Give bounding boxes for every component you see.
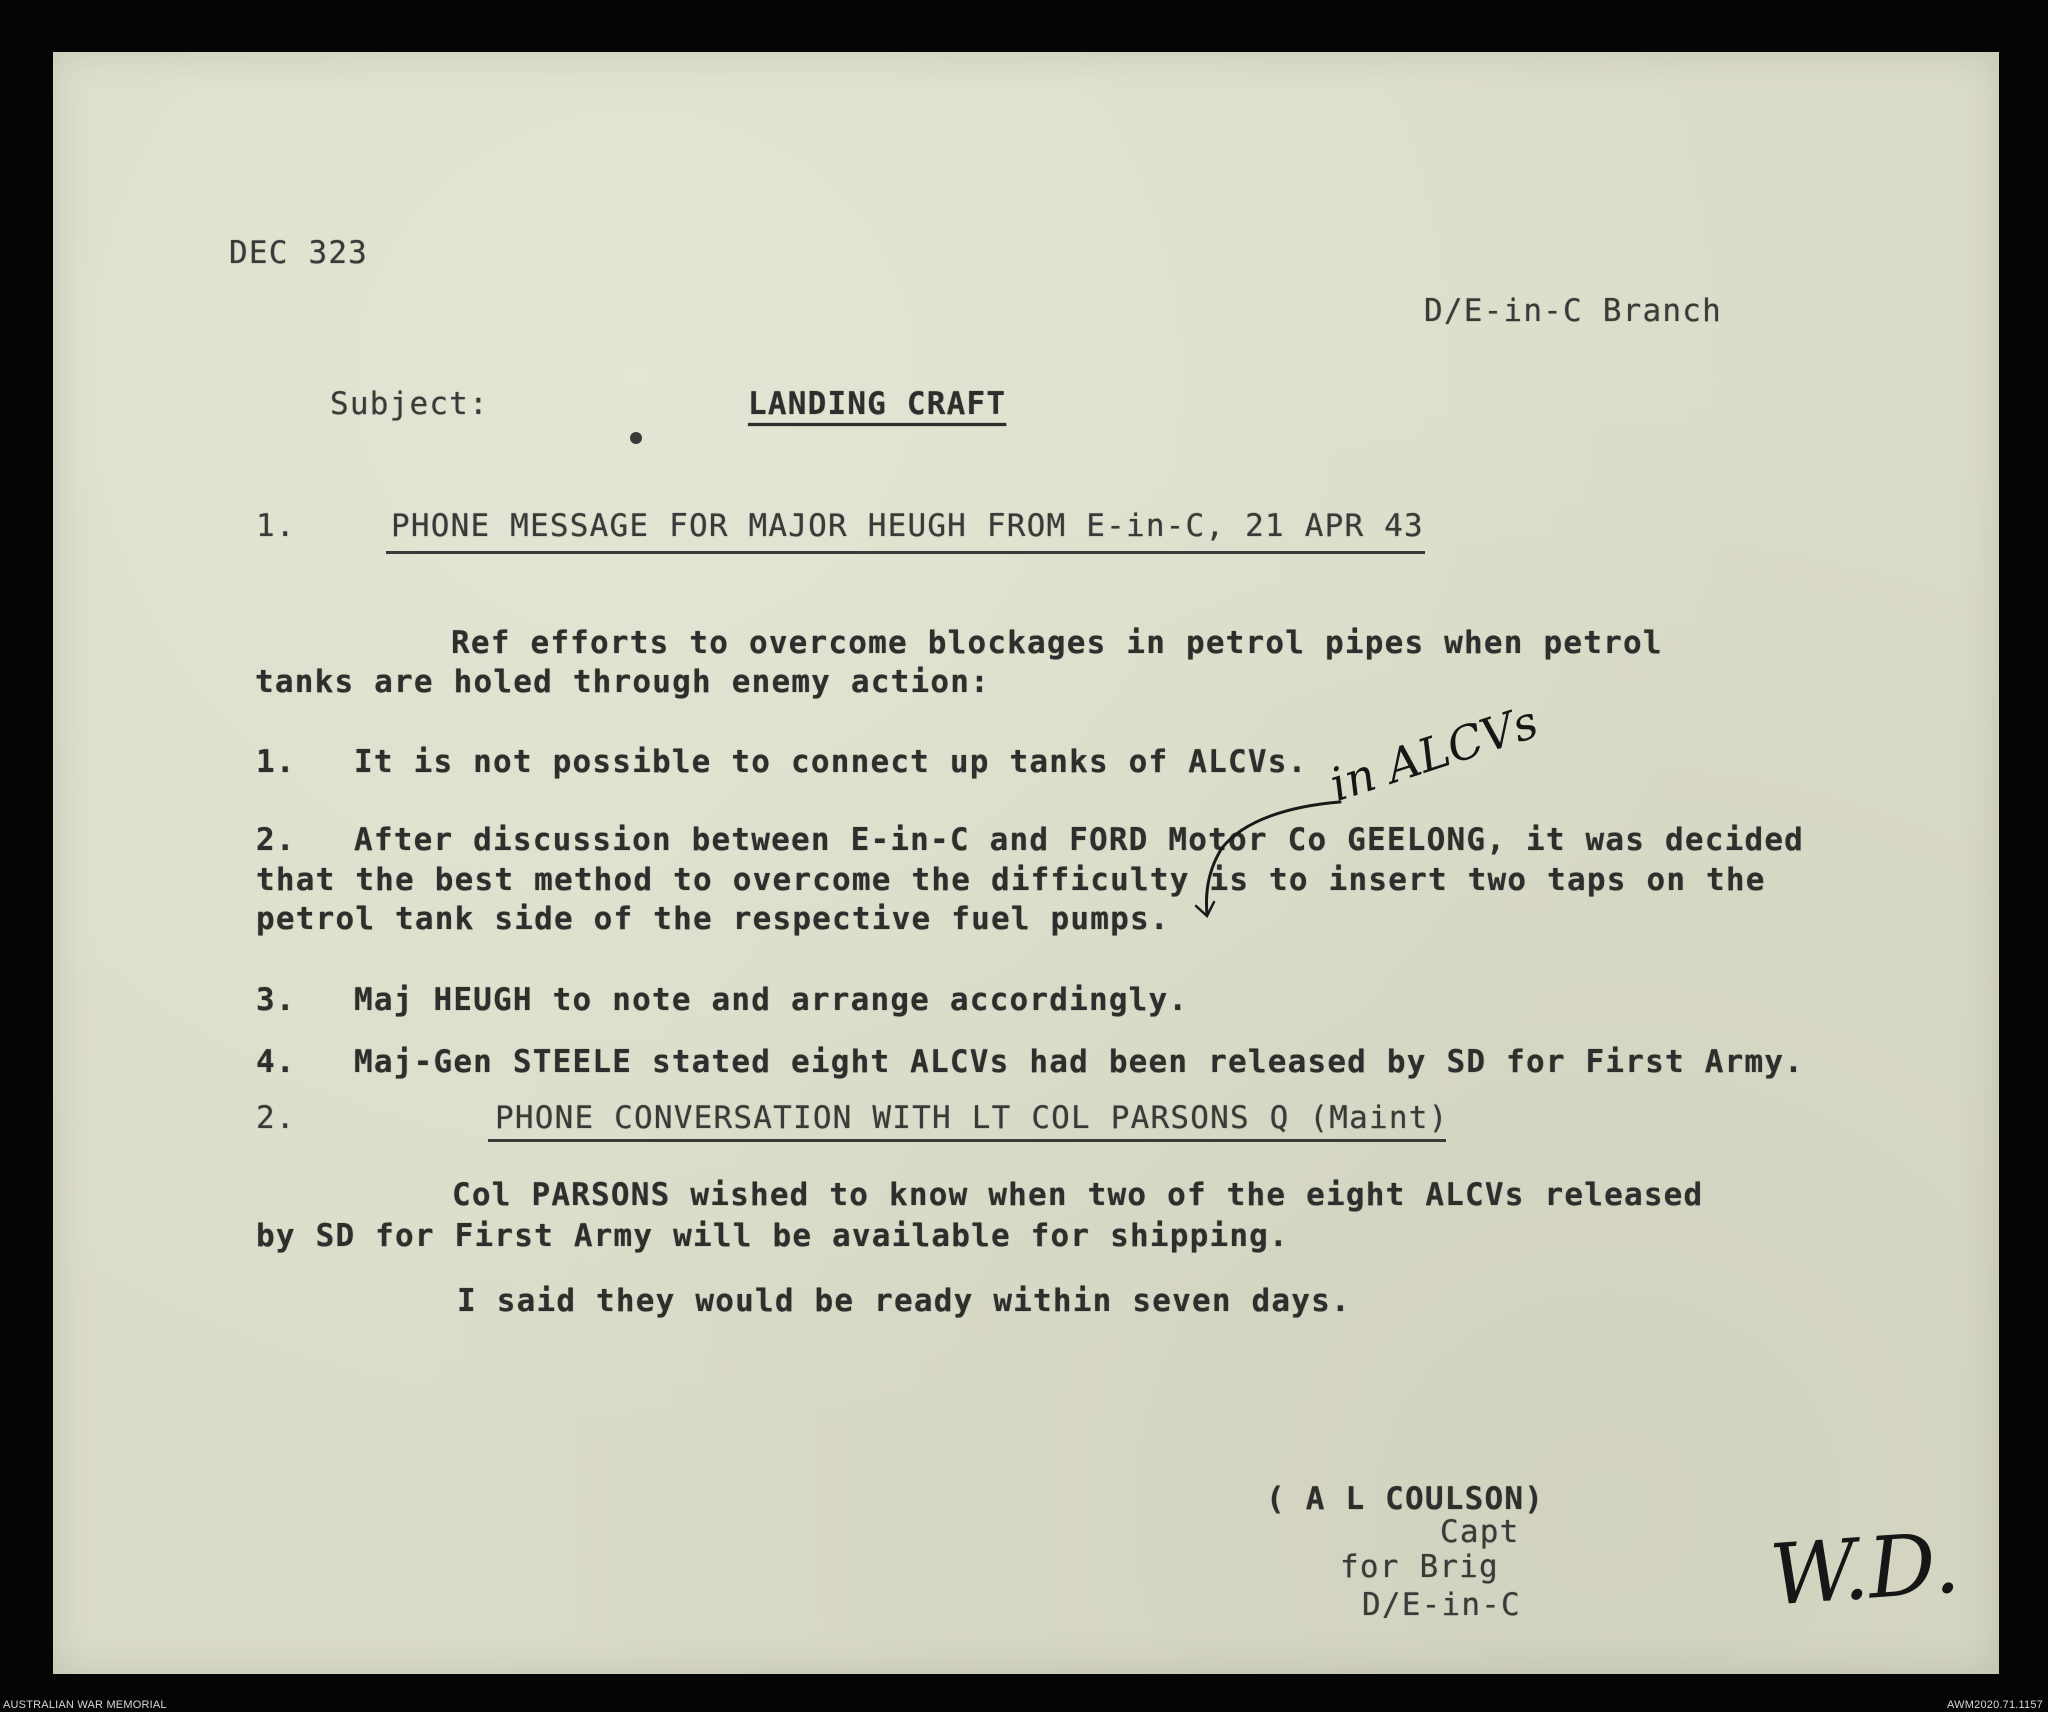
document-reference: DEC 323: [229, 235, 369, 271]
signatory-for: for Brig: [1340, 1549, 1499, 1585]
branch-name: D/E-in-C Branch: [1424, 293, 1722, 329]
paragraph-2-line-1: I said they would be ready within seven days.: [457, 1283, 1351, 1319]
ink-dot: [630, 432, 642, 444]
item-2-line-1: After discussion between E-in-C and FORD Motor Co GEELONG, it was decided: [354, 822, 1805, 858]
subject-title: LANDING CRAFT: [748, 386, 1007, 422]
section-1-heading: PHONE MESSAGE FOR MAJOR HEUGH FROM E-in-C, 21 APR 43: [391, 508, 1424, 544]
signatory-name: ( A L COULSON): [1266, 1481, 1545, 1517]
paragraph-1-line-2: by SD for First Army will be available for shipping.: [256, 1218, 1289, 1254]
section-2-number: 2.: [256, 1100, 296, 1136]
subject-label: Subject:: [330, 386, 489, 422]
intro-line-1: Ref efforts to overcome blockages in petrol pipes when petrol: [451, 625, 1663, 661]
item-4-number: 4.: [256, 1044, 296, 1080]
item-2-line-3: petrol tank side of the respective fuel pumps.: [256, 901, 1170, 937]
section-2-heading-underline: [488, 1139, 1446, 1142]
signatory-rank: Capt: [1440, 1514, 1520, 1550]
paragraph-1-line-1: Col PARSONS wished to know when two of the eight ALCVs released: [452, 1177, 1704, 1213]
section-2-heading: PHONE CONVERSATION WITH LT COL PARSONS Q (Maint): [495, 1100, 1449, 1136]
intro-line-2: tanks are holed through enemy action:: [255, 664, 990, 700]
section-1-number: 1.: [256, 508, 296, 544]
item-2-line-2: that the best method to overcome the difficulty is to insert two taps on the: [256, 862, 1766, 898]
handwritten-initials: W.D.: [1766, 1513, 1963, 1625]
item-2-number: 2.: [256, 822, 296, 858]
handwritten-annotation: in ALCVs: [1323, 694, 1545, 812]
item-4-text: Maj-Gen STEELE stated eight ALCVs had been released by SD for First Army.: [354, 1044, 1805, 1080]
signatory-office: D/E-in-C: [1362, 1587, 1521, 1623]
item-3-text: Maj HEUGH to note and arrange accordingly.: [354, 982, 1189, 1018]
footer-accession-number: AWM2020.71.1157: [1947, 1699, 2043, 1711]
item-3-number: 3.: [256, 982, 296, 1018]
section-1-heading-underline: [386, 551, 1425, 554]
item-1-number: 1.: [256, 744, 296, 780]
item-1-text: It is not possible to connect up tanks of ALCVs.: [354, 744, 1308, 780]
footer-institution: AUSTRALIAN WAR MEMORIAL: [3, 1699, 167, 1711]
